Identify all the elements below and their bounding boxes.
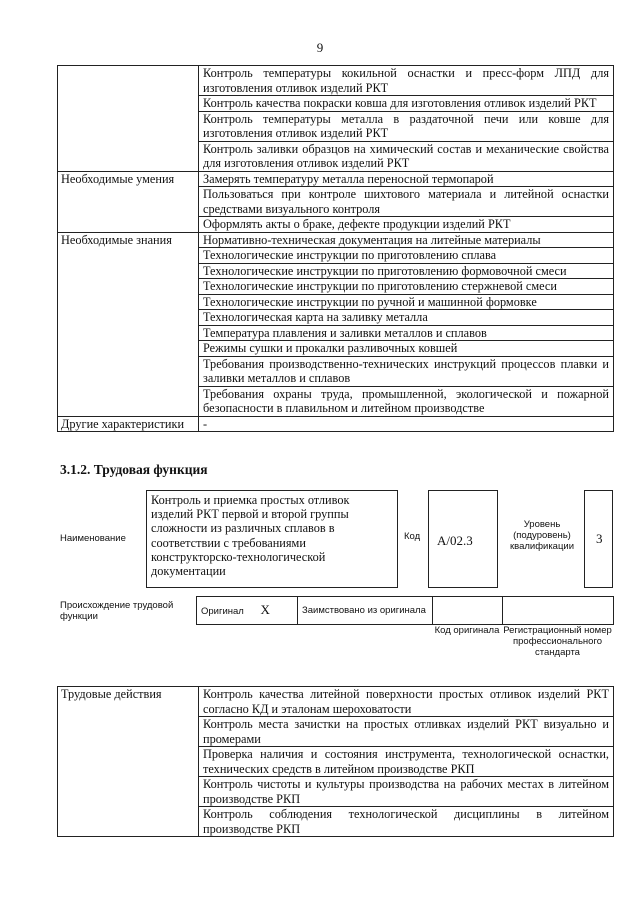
section-title: 3.1.2. Трудовая функция	[60, 462, 208, 477]
page-number: 9	[316, 40, 324, 55]
row-item: Контроль температуры металла в раздаточной печи или ковше для изготовления отливок изделий РКТ	[199, 111, 614, 141]
original-mark: X	[260, 602, 270, 617]
code-value: A/02.3	[437, 533, 473, 548]
level-label: Уровень (подуровень) квалификации	[509, 519, 575, 552]
table-row	[58, 687, 614, 717]
code-label: Код	[404, 531, 421, 542]
row-item: Технологические инструкции по приготовлению сплава	[199, 248, 614, 264]
row-item: Технологические инструкции по приготовлению формовочной смеси	[199, 263, 614, 279]
row-item: Технологические инструкции по приготовлению стержневой смеси	[199, 279, 614, 295]
row-item: Технологические инструкции по ручной и машинной формовке	[199, 294, 614, 310]
requirements-table	[57, 65, 614, 432]
code-box	[428, 490, 498, 588]
borrowed-cell	[298, 597, 433, 625]
function-name-box	[146, 490, 398, 588]
origin-label: Происхождение трудовой функции	[60, 600, 174, 622]
row-item: Проверка наличия и состояния инструмента, технологической оснастки, технических средств в литейном производстве РКП	[199, 747, 614, 777]
row-item: Контроль чистоты и культуры производства на рабочих местах в литейном производстве РКП	[199, 777, 614, 807]
row-label: Необходимые знания	[58, 232, 199, 416]
row-label: Другие характеристики	[58, 416, 199, 432]
row-item: Температура плавления и заливки металлов и сплавов	[199, 325, 614, 341]
original-cell	[197, 597, 298, 625]
row-item: Требования производственно-технических инструкций процессов плавки и заливки металлов и сплавов	[199, 356, 614, 386]
row-item: Контроль заливки образцов на химический состав и механические свойства для изготовления отливок изделий РКТ	[199, 141, 614, 171]
row-item: Контроль температуры кокильной оснастки и пресс-форм ЛПД для изготовления отливок изделий РКТ	[199, 66, 614, 96]
row-label: Трудовые действия	[58, 687, 199, 837]
row-item: Замерять температуру металла переносной термопарой	[199, 171, 614, 187]
row-item: Контроль качества покраски ковша для изготовления отливок изделий РКТ	[199, 96, 614, 112]
row-item: Пользоваться при контроле шихтового материала и литейной оснастки средствами визуального контроля	[199, 187, 614, 217]
level-value: 3	[596, 531, 603, 546]
row-label	[58, 66, 199, 172]
origin-code-caption: Код оригинала	[434, 625, 500, 636]
level-box	[584, 490, 613, 588]
borrowed-label: Заимствовано из оригинала	[302, 605, 426, 616]
row-label: Необходимые умения	[58, 171, 199, 232]
row-item: Нормативно-техническая документация на литейные материалы	[199, 232, 614, 248]
row-item: Контроль соблюдения технологической дисциплины в литейном производстве РКП	[199, 807, 614, 837]
row-item: Оформлять акты о браке, дефекте продукции изделий РКТ	[199, 217, 614, 233]
row-item: Режимы сушки и прокалки разливочных ковшей	[199, 341, 614, 357]
name-label: Наименование	[60, 533, 126, 544]
row-item: Контроль качества литейной поверхности простых отливок изделий РКТ согласно КД и эталонам шероховатости	[199, 687, 614, 717]
row-item: Требования охраны труда, промышленной, экологической и пожарной безопасности в плавильном и литейном производстве	[199, 386, 614, 416]
reg-number-cell	[503, 597, 614, 625]
table-row	[58, 171, 614, 187]
reg-number-caption: Регистрационный номер профессионального стандарта	[503, 625, 612, 658]
function-name-value: Контроль и приемка простых отливок изделий РКТ первой и второй группы сложности из различных сплавов в соответствии с требованиями конструкторско-технологической документации	[151, 493, 350, 579]
origin-code-cell	[433, 597, 503, 625]
table-row	[58, 416, 614, 432]
table-row	[58, 66, 614, 96]
row-item: Технологическая карта на заливку металла	[199, 310, 614, 326]
origin-table	[196, 596, 614, 625]
row-item: -	[199, 416, 614, 432]
original-label: Оригинал	[201, 606, 244, 617]
table-row	[58, 232, 614, 248]
row-item: Контроль места зачистки на простых отливках изделий РКТ визуально и промерами	[199, 717, 614, 747]
actions-table	[57, 686, 614, 837]
